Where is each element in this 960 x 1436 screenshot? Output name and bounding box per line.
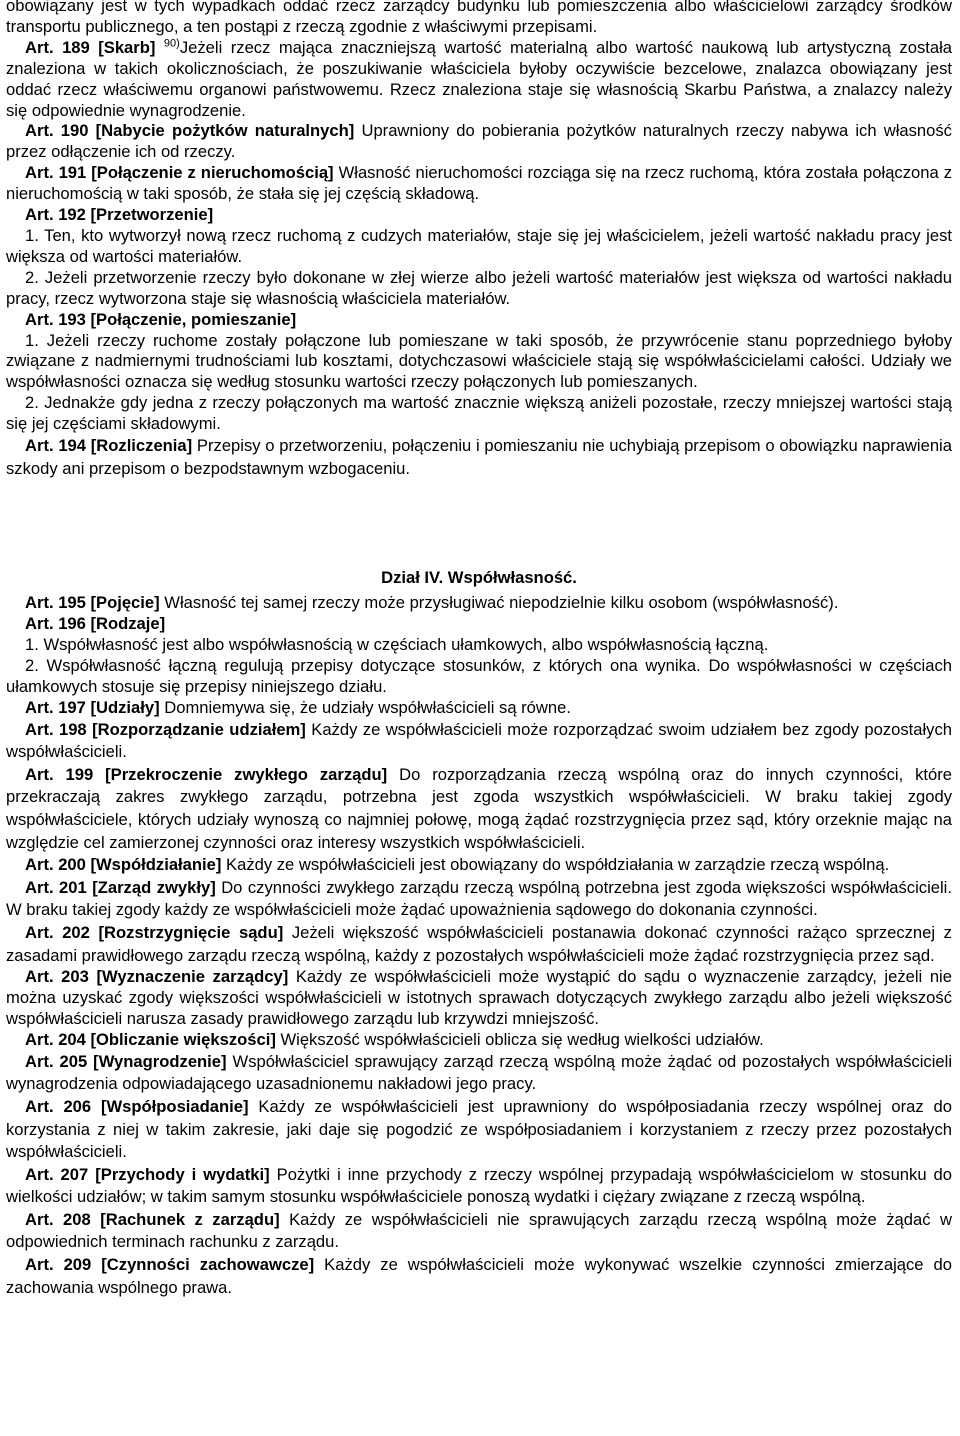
article-195-heading: Art. 195 [Pojęcie] [25, 593, 160, 613]
article-205 [6, 1051, 952, 1096]
article-200-heading: Art. 200 [Współdziałanie] [25, 855, 222, 875]
article-207 [6, 1164, 952, 1209]
article-207-text: Pożytki i inne przychody z rzeczy wspólnej przypadają współwłaścicielom w stosunku do wielkości udziałów; w takim samym stosunku współwłaściciele ponoszą wydatki i ciężary związane z rzeczą wspólną. [6, 1164, 952, 1207]
footnote-marker: 90) [163, 37, 180, 50]
article-191-text: Własność nieruchomości rozciąga się na rzecz ruchomą, która została połączona z nieruchomością w taki sposób, że stała się jej częścią składową. [6, 163, 952, 204]
article-197-heading: Art. 197 [Udziały] [25, 697, 160, 717]
article-202-text: Jeżeli większość współwłaścicieli postanawia dokonać czynności rażąco sprzecznej z zasadami prawidłowego zarządu rzeczą wspólną, każdy z pozostałych współwłaścicieli może żądać rozstrzygnięcia przez sąd. [6, 922, 952, 965]
article-201-text: Do czynności zwykłego zarządu rzeczą wspólną potrzebna jest zgoda większości współwłaścicieli. W braku takiej zgody każdy ze współwłaścicieli może żądać upoważnienia sądowego do dokonania czynności. [6, 877, 952, 920]
article-204 [6, 1030, 952, 1051]
article-201 [6, 877, 952, 922]
article-206-text: Każdy ze współwłaścicieli jest uprawniony do współposiadania rzeczy wspólnej oraz do korzystania z niej w takim zakresie, jaki daje się pogodzić ze współposiadaniem i korzystaniem z rzeczy przez pozostałych współwłaścicieli. [6, 1096, 952, 1162]
article-199-heading: Art. 199 [Przekroczenie zwykłego zarządu] [25, 764, 388, 784]
section-title: Dział IV. Współwłasność. [381, 568, 577, 588]
article-193-heading: Art. 193 [Połączenie, pomieszanie] [25, 309, 297, 329]
article-189 [6, 38, 952, 122]
article-196-p1-text: 1. Współwłasność jest albo współwłasnością w częściach ułamkowych, albo współwłasnością łączną. [25, 634, 769, 654]
article-208-heading: Art. 208 [Rachunek z zarządu] [25, 1209, 280, 1229]
article-193-p2-text: 2. Jednakże gdy jedna z rzeczy połączonych ma wartość znacznie większą aniżeli pozostałe, rzeczy mniejszej wartości stają się jej częściami składowymi. [6, 393, 952, 434]
article-192-p2-text: 2. Jeżeli przetworzenie rzeczy było dokonane w złej wierze albo jeżeli wartość materiałów jest większa od wartości nakładu pracy, rzecz wytworzona staje się własnością właściciela materiałów. [6, 267, 952, 308]
article-190-heading: Art. 190 [Nabycie pożytków naturalnych] [25, 121, 355, 141]
article-198-text: Każdy ze współwłaścicieli może rozporządzać swoim udziałem bez zgody pozostałych współwłaścicieli. [6, 719, 952, 762]
article-205-text: Współwłaściciel sprawujący zarząd rzeczą wspólną może żądać od pozostałych współwłaścicieli wynagrodzenia odpowiadającego uzasadnionemu nakładowi jego pracy. [6, 1051, 953, 1094]
article-199 [6, 764, 952, 854]
article-193-p1-text: 1. Jeżeli rzeczy ruchome zostały połączone lub pomieszane w taki sposób, że przywrócenie stanu poprzedniego byłoby związane z nadmiernymi trudnościami lub kosztami, dotychczasowi właściciele stają się współwłaścicielami całości. Udziały we współwłasności oznacza się według stosunku wartości rzeczy połączonych lub pomieszanych. [6, 330, 952, 392]
paragraph-continued: obowiązany jest w tych wypadkach oddać rzecz zarządcy budynku lub pomieszczenia albo właścicielowi zarządcy środków transportu publicznego, a ten postąpi z rzeczą zgodnie z właściwymi przepisami. [6, 0, 952, 36]
article-192-heading-line [6, 205, 952, 226]
article-209-heading: Art. 209 [Czynności zachowawcze] [25, 1255, 315, 1275]
article-194-text: Przepisy o przetworzeniu, połączeniu i pomieszaniu nie uchybiają przepisom o obowiązku naprawienia szkody ani przepisom o bezpodstawnym wzbogaceniu. [6, 436, 952, 478]
article-195-text: Własność tej samej rzeczy może przysługiwać niepodzielnie kilku osobom (współwłasność). [164, 593, 839, 613]
article-203-text: Każdy ze współwłaścicieli może wystąpić do sądu o wyznaczenie zarządcy, jeżeli nie można uzyskać zgody większości współwłaścicieli w istotnych sprawach dotyczących zwykłego zarządu albo jeżeli większość współwłaścicieli narusza zasady prawidłowego zarządu lub krzywdzi mniejszość. [6, 967, 952, 1028]
article-209-text: Każdy ze współwłaścicieli może wykonywać wszelkie czynności zmierzające do zachowania wspólnego prawa. [6, 1255, 952, 1297]
article-193-paragraph-1 [6, 331, 952, 394]
article-191-heading: Art. 191 [Połączenie z nieruchomością] [25, 163, 334, 183]
article-196-paragraph-2 [6, 656, 952, 698]
article-196-paragraph-1 [6, 635, 952, 656]
article-209 [6, 1254, 952, 1299]
article-192-heading: Art. 192 [Przetworzenie] [25, 205, 214, 225]
article-208 [6, 1209, 952, 1254]
article-192-p1-text: 1. Ten, kto wytworzył nową rzecz ruchomą z cudzych materiałów, staje się jej właścicielem, jeżeli wartość nakładu pracy jest większa od wartości materiałów. [6, 225, 952, 266]
article-207-heading: Art. 207 [Przychody i wydatki] [25, 1164, 270, 1184]
article-208-text: Każdy ze współwłaścicieli nie sprawujących zarządu rzeczą wspólną może żądać w odpowiednich terminach rachunku z zarządu. [6, 1209, 952, 1252]
article-197-text: Domniemywa się, że udziały współwłaścicieli są równe. [164, 697, 571, 717]
article-196-heading: Art. 196 [Rodzaje] [25, 614, 166, 634]
article-196-p2-text: 2. Współwłasność łączną regulują przepisy dotyczące stosunków, z których ona wynika. Do współwłasności w częściach ułamkowych stosuje się przepisy niniejszego działu. [6, 655, 952, 696]
article-190 [6, 121, 952, 163]
article-203 [6, 967, 952, 1030]
article-205-heading: Art. 205 [Wynagrodzenie] [25, 1051, 227, 1071]
article-192-paragraph-2 [6, 268, 952, 310]
article-206-heading: Art. 206 [Współposiadanie] [25, 1096, 249, 1116]
article-193-paragraph-2 [6, 393, 952, 435]
article-199-text: Do rozporządzania rzeczą wspólną oraz do innych czynności, które przekraczają zakres zwykłego zarządu, potrzebna jest zgoda wszystkich współwłaścicieli. W braku takiej zgody współwłaściciele, których udziały wynoszą co najmniej połowę, mogą żądać rozstrzygnięcia przez sąd, który orzeknie mając na względzie cel zamierzonej czynności oraz interesy wszystkich współwłaścicieli. [6, 764, 952, 852]
article-191 [6, 163, 952, 205]
article-197 [6, 698, 952, 719]
article-194 [6, 435, 952, 480]
article-196-heading-line [6, 614, 952, 635]
article-189-text: Jeżeli rzecz mająca znaczniejszą wartość materialną albo wartość naukową lub artystyczną została znaleziona w takich okolicznościach, że poszukiwanie właściciela byłoby oczywiście bezcelowe, znalazca obowiązany jest oddać rzecz właściwemu organowi państwowemu. Rzecz znaleziona staje się własnością Skarbu Państwa, a znalazcy należy się odpowiednie wynagrodzenie. [6, 37, 953, 120]
article-200-text: Każdy ze współwłaścicieli jest obowiązany do współdziałania w zarządzie rzeczą wspólną. [226, 855, 890, 875]
article-204-text: Większość współwłaścicieli oblicza się według wielkości udziałów. [280, 1029, 764, 1049]
article-202-heading: Art. 202 [Rozstrzygnięcie sądu] [25, 922, 284, 942]
article-190-text: Uprawniony do pobierania pożytków naturalnych rzeczy nabywa ich własność przez odłączenie ich od rzeczy. [6, 121, 952, 162]
article-189-heading: Art. 189 [Skarb] [25, 37, 156, 57]
article-198-heading: Art. 198 [Rozporządzanie udziałem] [25, 719, 306, 739]
article-202 [6, 922, 952, 967]
article-194-heading: Art. 194 [Rozliczenia] [25, 436, 193, 456]
article-204-heading: Art. 204 [Obliczanie większości] [25, 1029, 276, 1049]
article-201-heading: Art. 201 [Zarząd zwykły] [25, 877, 216, 897]
article-195 [6, 593, 952, 614]
article-193-heading-line [6, 310, 952, 331]
article-206 [6, 1096, 952, 1164]
article-192-paragraph-1 [6, 226, 952, 268]
article-203-heading: Art. 203 [Wyznaczenie zarządcy] [25, 967, 289, 987]
article-200 [6, 854, 952, 877]
article-198 [6, 719, 952, 764]
